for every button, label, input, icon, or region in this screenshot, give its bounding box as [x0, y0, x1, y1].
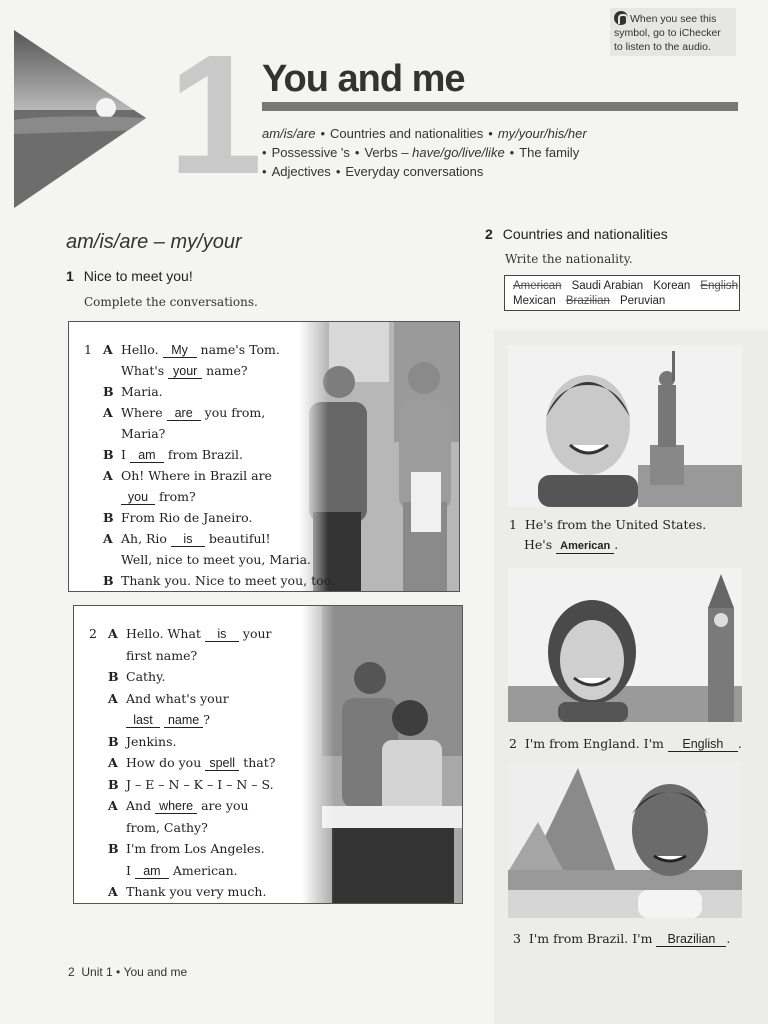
- topic-am-is-are: am/is/are: [262, 126, 316, 141]
- word-box-item: American: [513, 280, 562, 292]
- page-footer: 2 Unit 1 • You and me: [68, 965, 188, 979]
- exercise-1-instruction: Complete the conversations.: [84, 295, 258, 309]
- conversation-line: [121, 531, 271, 547]
- line-text: American.: [168, 862, 238, 878]
- speaker-label: A: [108, 690, 118, 706]
- conversation-line: [126, 734, 176, 749]
- item-3-prefix: I'm from Brazil. I'm: [528, 931, 657, 946]
- word-box-item: Brazilian: [565, 295, 610, 307]
- line-text: you from,: [200, 405, 266, 420]
- conversation-line: [121, 363, 248, 379]
- item-2-prefix: I'm from England. I'm: [524, 736, 668, 751]
- topic-family: The family: [519, 145, 580, 160]
- topic-my-your: my/your/his/her: [497, 126, 587, 141]
- topics-line-1: am/is/are • Countries and nationalities • my/your/his/her: [262, 126, 587, 141]
- topic-adjectives: Adjectives: [271, 164, 331, 179]
- topic-verbs: Verbs –: [364, 145, 413, 160]
- speaker-label: B: [103, 510, 114, 525]
- topic-countries: Countries and nationalities: [330, 126, 484, 141]
- conversation-line: [121, 342, 280, 358]
- answer-blank: spell: [205, 757, 239, 771]
- line-text: How do you: [126, 755, 206, 770]
- speaker-label: A: [103, 342, 113, 357]
- conversation-line: [121, 552, 311, 567]
- conversation-line: [126, 884, 266, 899]
- answer-blank: is: [205, 628, 239, 642]
- page-number: 2: [68, 965, 75, 979]
- line-text: And what's your: [126, 690, 229, 706]
- line-text: From Rio de Janeiro.: [121, 510, 253, 525]
- conversation-2-number: 2: [89, 626, 97, 641]
- line-text: Hello. What: [126, 626, 205, 641]
- conversation-line: [121, 384, 163, 399]
- conversation-line: [126, 669, 165, 684]
- speaker-label: A: [108, 626, 118, 641]
- word-box-item: Saudi Arabian: [571, 280, 644, 292]
- line-text: Well, nice to meet you, Maria.: [121, 552, 311, 567]
- conversation-line: [121, 426, 165, 441]
- item-1-line-2: [524, 537, 618, 554]
- line-text: are you: [197, 798, 249, 813]
- conversation-line: [126, 777, 274, 792]
- ichecker-line-3: to listen to the audio.: [614, 41, 711, 53]
- line-text: Thank you. Nice to meet you, too.: [121, 573, 335, 588]
- topic-verbs-list: have/go/live/like: [412, 145, 505, 160]
- item-3-number: 3: [513, 931, 521, 946]
- conversation-1-number: 1: [84, 342, 92, 357]
- line-text: And: [126, 798, 156, 813]
- unit-title: You and me: [262, 58, 465, 100]
- answer-blank: am: [135, 865, 169, 879]
- item-1-prefix: He's: [524, 537, 557, 552]
- conversation-line: [121, 510, 252, 525]
- topics-line-2: • Possessive 's • Verbs – have/go/live/like • The family: [262, 145, 580, 160]
- speaker-label: B: [108, 669, 119, 684]
- line-text: J – E – N – K – I – N – S.: [126, 776, 274, 792]
- conversation-line: [121, 573, 335, 588]
- line-text: Jenkins.: [126, 733, 177, 749]
- conversation-line: [121, 489, 196, 505]
- word-box-item: Korean: [653, 280, 691, 292]
- speaker-label: A: [108, 798, 118, 813]
- item-2-answer: English: [668, 738, 738, 752]
- item-2-number: 2: [509, 736, 517, 751]
- item-2-line: [509, 736, 742, 752]
- unit-number: 1: [168, 20, 259, 210]
- word-box-item: Peruvian: [619, 295, 666, 307]
- word-box-item: Mexican: [513, 295, 556, 307]
- conversation-line: [126, 863, 238, 879]
- answer-blank: My: [163, 344, 197, 358]
- line-text: from?: [155, 489, 196, 504]
- speaker-label: A: [108, 884, 118, 899]
- line-text: I'm from Los Angeles.: [126, 841, 265, 856]
- line-text: Thank you very much.: [126, 884, 267, 899]
- line-text: name?: [202, 363, 248, 378]
- item-3-line: [513, 931, 730, 947]
- exercise-1-heading: [66, 268, 193, 284]
- ichecker-note: [610, 8, 736, 56]
- headphones-icon: [614, 11, 628, 25]
- item-3-answer: Brazilian: [656, 933, 726, 947]
- conversation-line: [126, 755, 275, 771]
- speaker-label: B: [108, 776, 119, 792]
- answer-blank: are: [167, 407, 201, 421]
- line-text: Where: [121, 405, 167, 420]
- conversation-line: [126, 626, 272, 642]
- line-text: Maria.: [121, 384, 163, 399]
- picture-english-girl: [508, 568, 742, 722]
- line-text: beautiful!: [204, 531, 271, 546]
- line-text: that?: [239, 755, 276, 770]
- conversation-line: [126, 648, 197, 663]
- footer-title: You and me: [123, 965, 188, 979]
- speaker-label: A: [103, 405, 113, 420]
- footer-unit: Unit 1: [81, 965, 113, 979]
- answer-blank: your: [168, 365, 202, 379]
- line-text: ?: [203, 712, 210, 727]
- item-2-suffix: .: [737, 736, 742, 751]
- line-text: your: [238, 626, 272, 641]
- conversation-line: [126, 691, 229, 706]
- speaker-label: B: [108, 841, 119, 856]
- speaker-label: A: [103, 468, 113, 483]
- line-text: Ah, Rio: [121, 531, 171, 546]
- speaker-label: B: [103, 573, 114, 588]
- topic-possessive: Possessive 's: [271, 145, 350, 160]
- answer-blank: am: [130, 449, 164, 463]
- topic-conversations: Everyday conversations: [345, 164, 484, 179]
- line-text: Hello.: [121, 342, 163, 357]
- conversation-line: [126, 841, 265, 856]
- exercise-1-number: 1: [66, 268, 74, 284]
- answer-blank: is: [171, 533, 205, 547]
- banner-field-photo: [14, 30, 146, 208]
- speaker-label: B: [108, 733, 119, 749]
- item-1-answer: American: [556, 540, 614, 554]
- speaker-label: A: [103, 531, 113, 546]
- conversation-2-box: [73, 605, 463, 904]
- conversation-line: [126, 712, 210, 728]
- item-3-suffix: .: [726, 931, 731, 946]
- item-1-text: He's from the United States.: [524, 517, 707, 532]
- answer-blank: name: [164, 714, 203, 728]
- line-text: What's: [121, 363, 169, 378]
- picture-american-boy: [508, 345, 742, 507]
- line-text: name's Tom.: [196, 342, 280, 357]
- answer-blank: last: [126, 714, 160, 728]
- item-1-number: 1: [509, 517, 517, 532]
- line-text: from, Cathy?: [126, 819, 208, 835]
- line-text: from Brazil.: [163, 447, 244, 462]
- ichecker-line-1: When you see this: [630, 13, 717, 25]
- speaker-label: B: [103, 447, 114, 462]
- line-text: first name?: [126, 647, 198, 663]
- exercise-2-title: Countries and nationalities: [502, 226, 668, 242]
- title-underline-bar: [262, 102, 738, 111]
- conversation-line: [121, 405, 265, 421]
- exercise-2-number: 2: [485, 226, 493, 242]
- conversation-line: [126, 820, 208, 835]
- conversation-line: [121, 447, 243, 463]
- conversation-line: [121, 468, 272, 483]
- exercise-1-title: Nice to meet you!: [83, 268, 193, 284]
- line-text: I: [121, 447, 130, 462]
- conversation-1-photo: [299, 322, 460, 592]
- answer-blank: you: [121, 491, 155, 505]
- speaker-label: A: [108, 755, 118, 770]
- conversation-1-box: [68, 321, 460, 592]
- exercise-2-heading: [485, 226, 668, 242]
- topics-line-3: • Adjectives • Everyday conversations: [262, 164, 484, 179]
- answer-blank: where: [155, 800, 197, 814]
- conversation-2-photo: [302, 606, 463, 904]
- item-1-suffix: .: [614, 537, 619, 552]
- ichecker-line-2: symbol, go to iChecker: [614, 27, 721, 39]
- nationality-word-box: [504, 275, 740, 311]
- line-text: Maria?: [121, 426, 166, 441]
- word-box-item: English: [700, 280, 739, 292]
- conversation-line: [126, 798, 249, 814]
- section-heading: am/is/are – my/your: [66, 231, 242, 253]
- exercise-2-instruction: Write the nationality.: [505, 252, 633, 266]
- line-text: Cathy.: [126, 669, 166, 684]
- speaker-label: B: [103, 384, 114, 399]
- line-text: I: [126, 862, 135, 878]
- line-text: Oh! Where in Brazil are: [121, 468, 272, 483]
- picture-brazilian-boy: [508, 762, 742, 918]
- item-1-line-1: [509, 517, 706, 532]
